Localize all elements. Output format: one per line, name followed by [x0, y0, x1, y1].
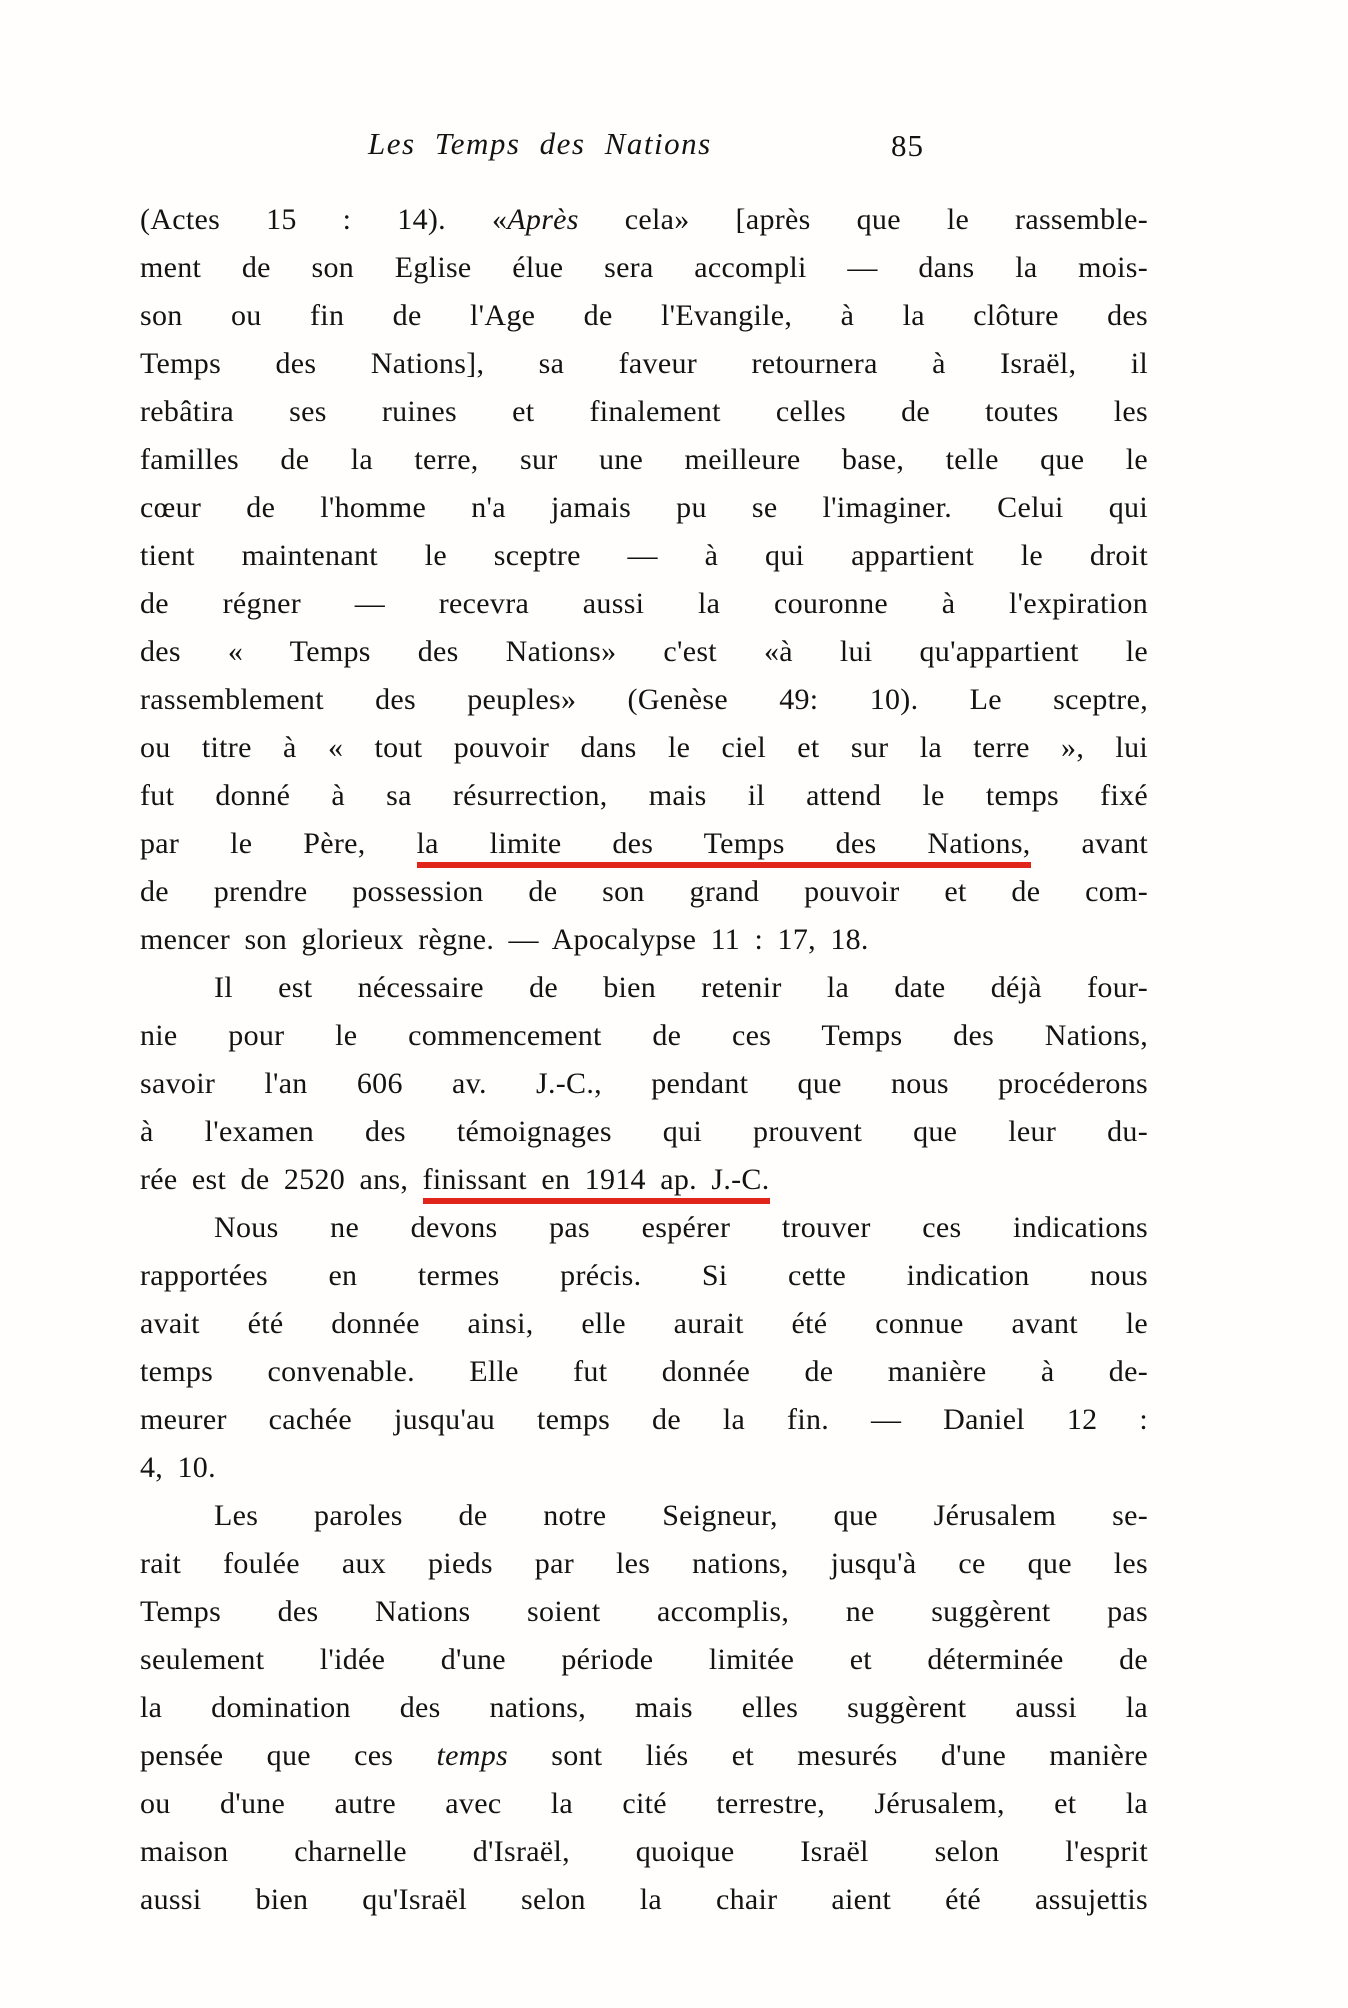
- paragraph: [140, 196, 1148, 964]
- page-number: 85: [891, 128, 924, 163]
- text-segment: Temps des Nations soient accomplis, ne suggèrent pas: [140, 1595, 1148, 1628]
- text-line: [140, 1492, 1148, 1540]
- text-segment: rassemblement des peuples» (Genèse 49: 10). Le sceptre,: [140, 683, 1148, 716]
- page-header: [0, 126, 1348, 178]
- red-underline-annotation: la limite des Temps des Nations,: [417, 827, 1031, 868]
- text-line: [140, 724, 1148, 772]
- text-segment: Les paroles de notre Seigneur, que Jérusalem se-: [214, 1499, 1148, 1532]
- text-line: [140, 1300, 1148, 1348]
- text-line: [140, 1828, 1148, 1876]
- text-segment: ou titre à « tout pouvoir dans le ciel et sur la terre », lui: [140, 731, 1148, 764]
- text-segment: de prendre possession de son grand pouvoir et de com-: [140, 875, 1148, 908]
- text-line: [140, 1012, 1148, 1060]
- text-line: [140, 196, 1148, 244]
- paragraph: [140, 1492, 1148, 1924]
- text-segment: aussi bien qu'Israël selon la chair aient été assujettis: [140, 1883, 1148, 1916]
- text-line: [140, 292, 1148, 340]
- text-segment: rebâtira ses ruines et finalement celles de toutes les: [140, 395, 1148, 428]
- text-segment: (Actes 15 : 14). «: [140, 203, 508, 236]
- text-line: [140, 532, 1148, 580]
- text-segment: Il est nécessaire de bien retenir la date déjà four-: [214, 971, 1148, 1004]
- text-line: [140, 964, 1148, 1012]
- text-segment: seulement l'idée d'une période limitée et déterminée de: [140, 1643, 1148, 1676]
- red-underline-annotation: finissant en 1914 ap. J.-C.: [423, 1163, 770, 1204]
- text-segment: savoir l'an 606 av. J.-C., pendant que nous procéderons: [140, 1067, 1148, 1100]
- text-line: [140, 1636, 1148, 1684]
- text-line: [140, 1588, 1148, 1636]
- text-segment: par le Père,: [140, 827, 417, 860]
- text-segment: 4, 10.: [140, 1451, 216, 1484]
- text-line: [140, 1540, 1148, 1588]
- text-segment: fut donné à sa résurrection, mais il attend le temps fixé: [140, 779, 1148, 812]
- text-segment: ment de son Eglise élue sera accompli — dans la mois-: [140, 251, 1148, 284]
- text-line: [140, 820, 1148, 868]
- text-line: [140, 1876, 1148, 1924]
- text-segment: mencer son glorieux règne. — Apocalypse 11 : 17, 18.: [140, 923, 869, 956]
- text-segment: pensée que ces: [140, 1739, 437, 1772]
- text-line: [140, 1780, 1148, 1828]
- text-segment: avait été donnée ainsi, elle aurait été connue avant le: [140, 1307, 1148, 1340]
- text-segment: à l'examen des témoignages qui prouvent que leur du-: [140, 1115, 1148, 1148]
- text-line: [140, 388, 1148, 436]
- text-line: [140, 340, 1148, 388]
- running-title: Les Temps des Nations: [368, 126, 712, 161]
- text-segment: ou d'une autre avec la cité terrestre, Jérusalem, et la: [140, 1787, 1148, 1820]
- text-line: [140, 1444, 1148, 1492]
- paragraph: [140, 964, 1148, 1204]
- text-line: [140, 1732, 1148, 1780]
- page-body: [140, 196, 1148, 1924]
- text-segment: temps convenable. Elle fut donnée de manière à de-: [140, 1355, 1148, 1388]
- text-segment: son ou fin de l'Age de l'Evangile, à la clôture des: [140, 299, 1148, 332]
- text-line: [140, 1348, 1148, 1396]
- text-line: [140, 676, 1148, 724]
- italic-text: Après: [507, 203, 579, 236]
- text-segment: la domination des nations, mais elles suggèrent aussi la: [140, 1691, 1148, 1724]
- text-line: [140, 772, 1148, 820]
- text-segment: nie pour le commencement de ces Temps des Nations,: [140, 1019, 1148, 1052]
- text-segment: meurer cachée jusqu'au temps de la fin. — Daniel 12 :: [140, 1403, 1148, 1436]
- text-segment: rée est de 2520 ans,: [140, 1163, 423, 1196]
- text-line: [140, 436, 1148, 484]
- text-segment: maison charnelle d'Israël, quoique Israël selon l'esprit: [140, 1835, 1148, 1868]
- text-segment: rapportées en termes précis. Si cette indication nous: [140, 1259, 1148, 1292]
- text-line: [140, 1156, 1148, 1204]
- text-line: [140, 484, 1148, 532]
- text-line: [140, 1204, 1148, 1252]
- text-line: [140, 580, 1148, 628]
- italic-text: temps: [436, 1739, 509, 1772]
- text-segment: de régner — recevra aussi la couronne à l'expiration: [140, 587, 1148, 620]
- text-segment: sont liés et mesurés d'une manière: [508, 1739, 1148, 1772]
- text-segment: tient maintenant le sceptre — à qui appartient le droit: [140, 539, 1148, 572]
- text-line: [140, 1252, 1148, 1300]
- text-segment: Temps des Nations], sa faveur retournera à Israël, il: [140, 347, 1148, 380]
- text-line: [140, 1060, 1148, 1108]
- text-segment: rait foulée aux pieds par les nations, jusqu'à ce que les: [140, 1547, 1148, 1580]
- text-segment: cœur de l'homme n'a jamais pu se l'imaginer. Celui qui: [140, 491, 1148, 524]
- text-segment: cela» [après que le rassemble-: [578, 203, 1149, 236]
- text-line: [140, 868, 1148, 916]
- text-line: [140, 244, 1148, 292]
- text-line: [140, 1108, 1148, 1156]
- text-line: [140, 916, 1148, 964]
- text-line: [140, 1396, 1148, 1444]
- text-segment: familles de la terre, sur une meilleure base, telle que le: [140, 443, 1148, 476]
- text-segment: des « Temps des Nations» c'est «à lui qu'appartient le: [140, 635, 1148, 668]
- text-line: [140, 628, 1148, 676]
- text-line: [140, 1684, 1148, 1732]
- text-segment: avant: [1030, 827, 1149, 860]
- text-segment: Nous ne devons pas espérer trouver ces indications: [214, 1211, 1148, 1244]
- paragraph: [140, 1204, 1148, 1492]
